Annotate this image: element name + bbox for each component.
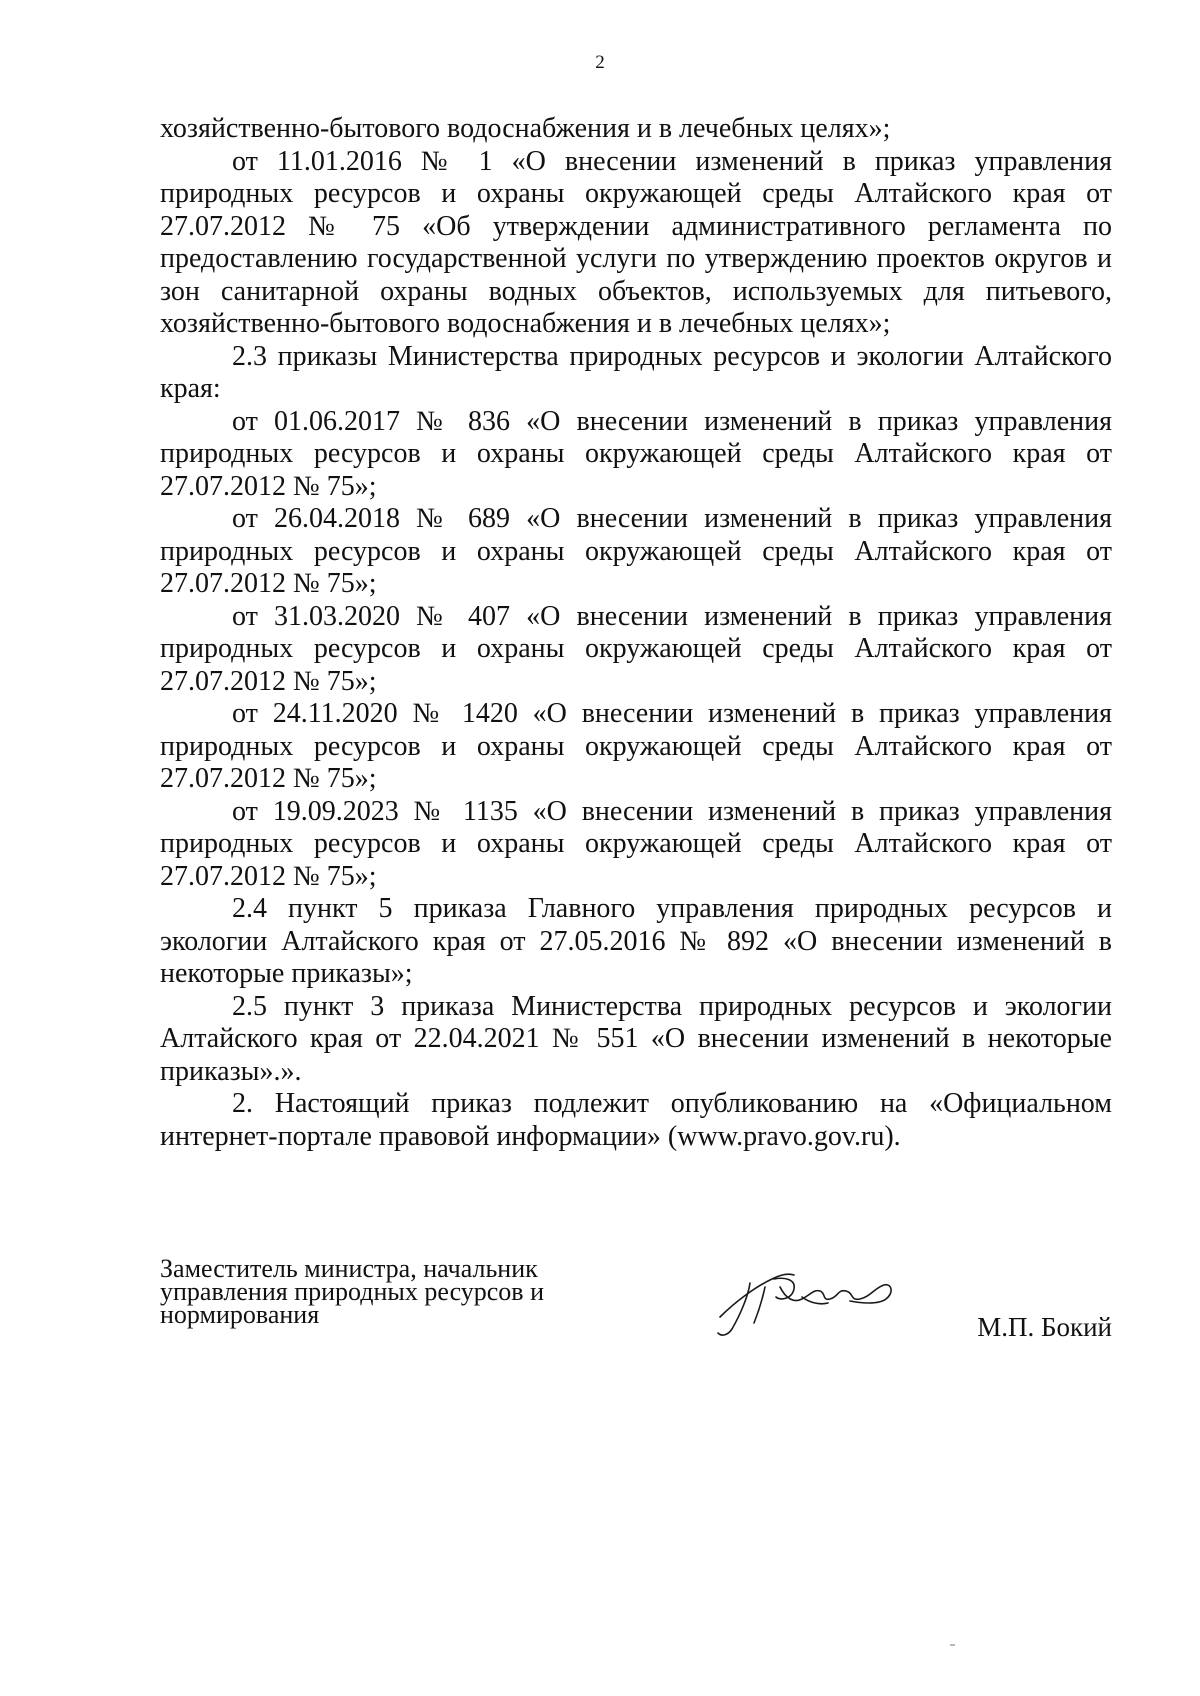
- paragraph-order-2016-1: от 11.01.2016 № 1 «О внесении изменений в приказ управления природных ресурсов и охраны окружающей среды Алтайского края от 27.07.2012 № 75 «Об утверждении административного регламента по предоставлению государственной услуги по утверждению проектов округов и зон санитарной охраны водных объектов, используемых для питьевого, хозяйственно-бытового водоснабжения и в лечебных целях»;: [160, 145, 1112, 339]
- signatory-position: Заместитель министра, начальник управления природных ресурсов и нормирования: [160, 1254, 544, 1329]
- paragraph-order-2020-1420: от 24.11.2020 № 1420 «О внесении изменений в приказ управления природных ресурсов и охраны окружающей среды Алтайского края от 27.07.2012 № 75»;: [160, 698, 1112, 794]
- paragraph-2-5: 2.5 пункт 3 приказа Министерства природных ресурсов и экологии Алтайского края от 22.04.2021 № 551 «О внесении изменений в некоторые приказы».».: [160, 990, 1112, 1087]
- paragraph-publication: 2. Настоящий приказ подлежит опубликованию на «Официальном интернет-портале правовой информации» (www.pravo.gov.ru).: [160, 1088, 1112, 1152]
- signatory-name: М.П. Бокий: [977, 1312, 1112, 1342]
- handwritten-signature: [710, 1257, 900, 1347]
- paragraph-continuation: хозяйственно-бытового водоснабжения и в лечебных целях»;: [160, 113, 891, 144]
- paragraph-order-2023-1135: от 19.09.2023 № 1135 «О внесении изменений в приказ управления природных ресурсов и охраны окружающей среды Алтайского края от 27.07.2012 № 75»;: [160, 795, 1112, 892]
- signature-block: [160, 1254, 1112, 1367]
- paragraph-order-2017-836: от 01.06.2017 № 836 «О внесении изменений в приказ управления природных ресурсов и охраны окружающей среды Алтайского края от 27.07.2012 № 75»;: [160, 405, 1112, 502]
- paragraph-order-2018-689: от 26.04.2018 № 689 «О внесении изменений в приказ управления природных ресурсов и охраны окружающей среды Алтайского края от 27.07.2012 № 75»;: [160, 503, 1112, 599]
- document-body: [160, 113, 1112, 1153]
- scan-speck: [950, 1644, 955, 1646]
- page-number: 2: [595, 52, 605, 73]
- paragraph-2-4: 2.4 пункт 5 приказа Главного управления природных ресурсов и экологии Алтайского края от 27.05.2016 № 892 «О внесении изменений в некоторые приказы»;: [160, 893, 1112, 989]
- paragraph-2-3-heading: 2.3 приказы Министерства природных ресурсов и экологии Алтайского края:: [160, 340, 1112, 404]
- paragraph-order-2020-407: от 31.03.2020 № 407 «О внесении изменений в приказ управления природных ресурсов и охраны окружающей среды Алтайского края от 27.07.2012 № 75»;: [160, 600, 1112, 697]
